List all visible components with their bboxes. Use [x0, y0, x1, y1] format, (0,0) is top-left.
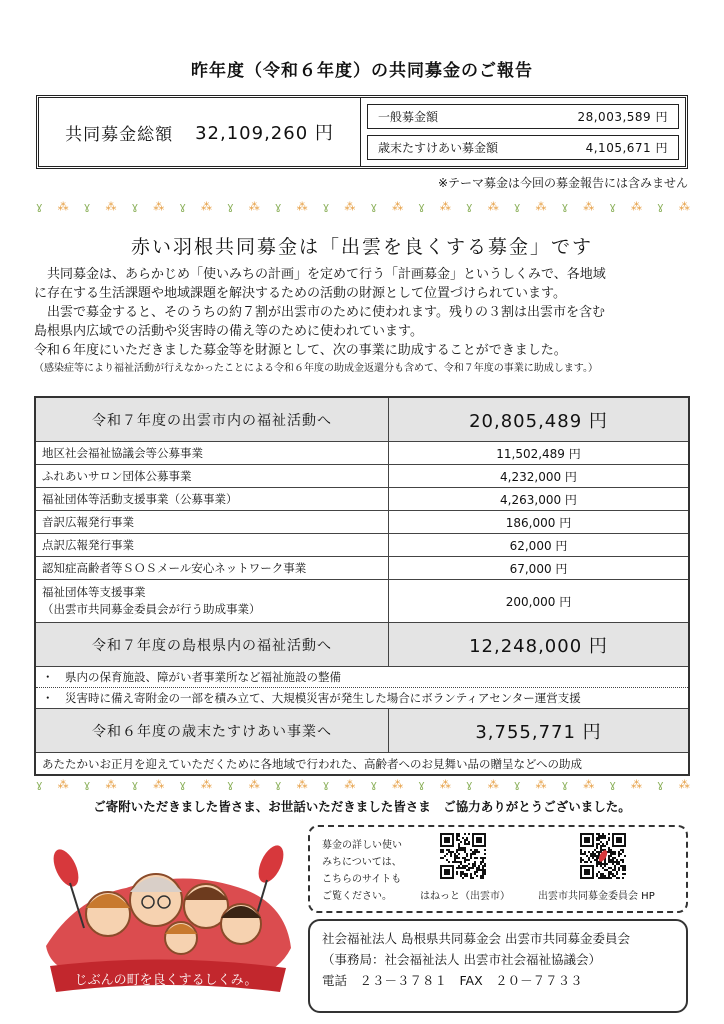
sprout-icon: ɣ [322, 199, 330, 213]
sprout-icon: ⁂ [535, 199, 547, 213]
intro-line: 出雲で募金すると、そのうちの約７割が出雲市のために使われます。残りの３割は出雲市を含む [34, 305, 605, 320]
sprout-icon: ɣ [83, 777, 91, 791]
sprout-icon: ⁂ [201, 777, 213, 791]
headline: 赤い羽根共同募金は「出雲を良くする募金」です [130, 236, 593, 258]
sprout-icon: ɣ [657, 199, 664, 213]
sprout-icon: ⁂ [296, 777, 308, 791]
yearend-header-row [36, 709, 688, 753]
item-label: 認知症高齢者等ＳＯＳメール安心ネットワーク事業 [36, 557, 389, 579]
qr-code-icon[interactable] [440, 833, 486, 879]
sprout-icon: ɣ [322, 777, 330, 791]
sprout-icon: ɣ [227, 199, 234, 213]
shimane-header-row [36, 623, 688, 667]
sprout-icon: ⁂ [201, 199, 213, 213]
item-label: 福祉団体等活動支援事業（公募事業） [36, 488, 389, 510]
sprout-icon: ɣ [466, 777, 473, 791]
sprout-icon: ⁂ [105, 199, 117, 213]
sprout-icon: ɣ [418, 777, 425, 791]
sprout-icon: ⁂ [535, 777, 547, 791]
item-label: 点訳広報発行事業 [36, 534, 389, 556]
qr-caption-hanet: はねっと（出雲市） [420, 891, 510, 902]
intro-text [34, 265, 694, 376]
general-value: 28,003,589 円 [577, 110, 668, 124]
page-title: 昨年度（令和６年度）の共同募金のご報告 [191, 61, 533, 81]
sprout-icon: ⁂ [439, 777, 451, 791]
yearend-alloc-label: 令和６年度の歳末たすけあい事業へ [36, 709, 389, 752]
sprout-icon: ɣ [561, 199, 569, 213]
sprout-icon: ɣ [370, 199, 378, 213]
qr-code-icon[interactable] [580, 833, 626, 879]
sprout-icon: ⁂ [248, 199, 260, 213]
sprout-icon: ɣ [227, 777, 234, 791]
general-label: 一般募金額 [378, 110, 439, 124]
general-row [367, 104, 679, 129]
sprout-icon: ɣ [561, 777, 569, 791]
summary-box [36, 95, 688, 169]
item-value: 200,000 円 [505, 594, 572, 609]
table-row [36, 534, 688, 557]
illustration-svg [36, 828, 296, 1006]
intro-note: （感染症等により福祉活動が行えなかったことによる令和６年度の助成金返還分も含めて、令和７年度の事業に助成します。） [34, 363, 598, 374]
sprout-divider-bottom [36, 775, 690, 793]
sprout-icon: ⁂ [296, 199, 308, 213]
qr-text-line: 募金の詳しい使い [322, 840, 402, 851]
sprout-icon: ⁂ [392, 199, 404, 213]
sprout-icon: ⁂ [678, 199, 690, 213]
qr-text-line: みちについては、 [322, 857, 402, 868]
shimane-label: 令和７年度の島根県内の福祉活動へ [36, 623, 389, 666]
item-value: 11,502,489 円 [496, 446, 581, 461]
sprout-icon: ⁂ [248, 777, 260, 791]
qr-text-line: こちらのサイトも [322, 874, 402, 885]
sprout-icon: ⁂ [344, 199, 356, 213]
shimane-item: ・ 災害時に備え寄附金の一部を積み立て、大規模災害が発生した場合にボランティアセンター運営支援 [36, 688, 688, 709]
table-row [36, 465, 688, 488]
sprout-divider-top [36, 197, 690, 215]
yearend-label: 歳末たすけあい募金額 [378, 141, 499, 155]
qr-info-box [308, 825, 688, 913]
shimane-item: ・ 県内の保育施設、障がい者事業所など福祉施設の整備 [36, 667, 688, 688]
sprout-icon: ⁂ [153, 199, 165, 213]
sprout-icon: ⁂ [487, 777, 499, 791]
item-label-line2: （出雲市共同募金委員会が行う助成事業） [42, 602, 261, 616]
qr-text [322, 837, 402, 905]
yearend-desc: あたたかいお正月を迎えていただくために各地域で行われた、高齢者へのお見舞い品の贈呈などへの助成 [42, 756, 583, 771]
item-value: 4,263,000 円 [500, 492, 577, 507]
sprout-icon: ɣ [131, 199, 139, 213]
sprout-icon: ɣ [418, 199, 425, 213]
sprout-icon: ⁂ [57, 199, 69, 213]
contact-box [308, 919, 688, 1013]
sprout-icon: ɣ [83, 199, 91, 213]
izumo-value: 20,805,489 円 [469, 410, 608, 432]
banner-text: じぶんの町を良くするしくみ。 [74, 973, 258, 988]
sprout-icon: ɣ [513, 199, 521, 213]
izumo-label: 令和７年度の出雲市内の福祉活動へ [36, 398, 389, 441]
contact-org: 社会福祉法人 島根県共同募金会 出雲市共同募金委員会 [322, 931, 630, 946]
sprout-icon: ɣ [274, 777, 282, 791]
breakdown [361, 98, 685, 166]
sprout-icon: ⁂ [153, 777, 165, 791]
item-value: 67,000 円 [509, 561, 568, 576]
sprout-icon: ⁂ [439, 199, 451, 213]
izumo-header-row [36, 398, 688, 442]
table-row [36, 580, 688, 623]
sprout-icon: ɣ [466, 199, 473, 213]
table-row [36, 442, 688, 465]
total-value: 32,109,260 円 [195, 123, 334, 144]
qr-caption-hp: 出雲市共同募金委員会 HP [538, 891, 655, 902]
sprout-icon: ⁂ [631, 777, 643, 791]
table-row [36, 557, 688, 580]
item-value: 186,000 円 [505, 515, 572, 530]
shimane-value: 12,248,000 円 [469, 635, 608, 657]
item-label-line1: 福祉団体等支援事業 [42, 585, 146, 599]
sprout-icon: ɣ [179, 777, 186, 791]
total-label: 共同募金総額 [65, 124, 174, 145]
sprout-icon: ⁂ [105, 777, 117, 791]
table-row [36, 511, 688, 534]
sprout-icon: ⁂ [583, 777, 595, 791]
sprout-icon: ɣ [609, 777, 616, 791]
yearend-row [367, 135, 679, 160]
sprout-icon: ⁂ [344, 777, 356, 791]
item-label: ふれあいサロン団体公募事業 [36, 465, 389, 487]
sprout-icon: ɣ [370, 777, 378, 791]
item-label [36, 580, 389, 622]
intro-line: 令和６年度にいただきました募金等を財源として、次の事業に助成することができました。 [34, 343, 567, 358]
table-row [36, 488, 688, 511]
sprout-icon: ɣ [179, 199, 186, 213]
contact-office: （事務局：社会福祉法人 出雲市社会福祉協議会） [322, 952, 601, 967]
item-value: 4,232,000 円 [500, 469, 577, 484]
intro-line: 共同募金は、あらかじめ「使いみちの計画」を定めて行う「計画募金」というしくみで、各地域 [34, 267, 606, 282]
sprout-icon: ⁂ [57, 777, 69, 791]
allocation-table [34, 396, 690, 776]
sprout-icon: ⁂ [583, 199, 595, 213]
sprout-icon: ɣ [36, 777, 43, 791]
contact-phone: 電話 ２３－３７８１ FAX ２０－７７３３ [322, 973, 583, 988]
item-label: 音訳広報発行事業 [36, 511, 389, 533]
yearend-alloc-value: 3,755,771 円 [475, 721, 602, 743]
item-label: 地区社会福祉協議会等公募事業 [36, 442, 389, 464]
family-illustration [36, 828, 296, 1006]
sprout-icon: ɣ [513, 777, 521, 791]
qr-text-line: ご覧ください。 [322, 891, 392, 902]
thanks-message: ご寄附いただきました皆さま、お世話いただきました皆さま ご協力ありがとうございました。 [93, 799, 631, 814]
intro-line: 島根県内広域での活動や災害時の備え等のために使われています。 [34, 324, 423, 339]
sprout-icon: ⁂ [487, 199, 499, 213]
sprout-icon: ⁂ [631, 199, 643, 213]
sprout-icon: ɣ [657, 777, 664, 791]
yearend-value: 4,105,671 円 [585, 141, 668, 155]
sprout-icon: ɣ [131, 777, 139, 791]
item-value: 62,000 円 [509, 538, 568, 553]
sprout-icon: ⁂ [392, 777, 404, 791]
sprout-icon: ɣ [274, 199, 282, 213]
theme-note: ※テーマ募金は今回の募金報告には含みません [437, 176, 688, 190]
intro-line: に存在する生活課題や地域課題を解決するための活動の財源として位置づけられています。 [34, 286, 566, 301]
sprout-icon: ɣ [36, 199, 43, 213]
total-amount [39, 98, 361, 166]
sprout-icon: ɣ [609, 199, 616, 213]
sprout-icon: ⁂ [678, 777, 690, 791]
